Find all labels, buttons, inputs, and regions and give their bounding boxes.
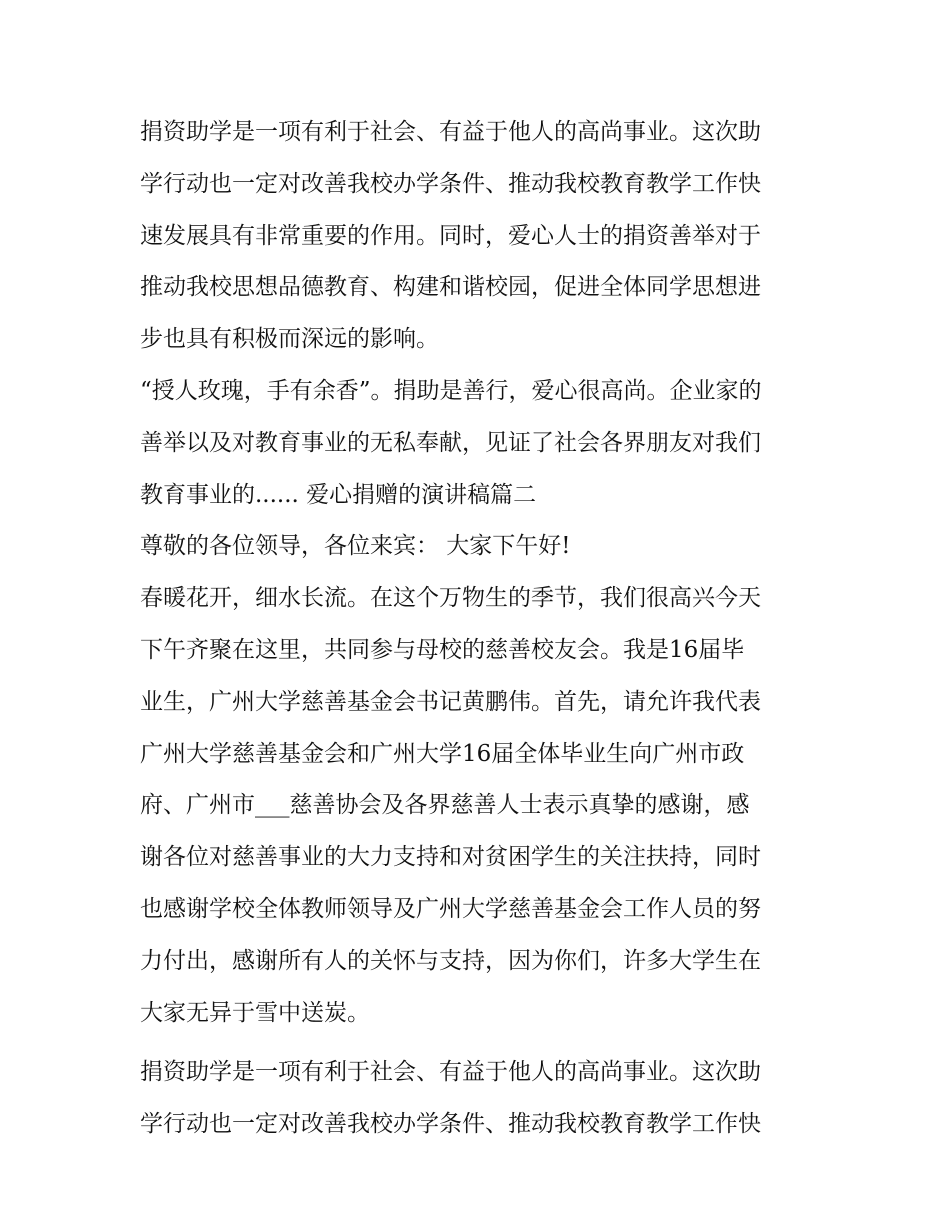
text-line: 捐资助学是一项有利于社会、有益于他人的高尚事业。这次助: [140, 119, 761, 145]
document-body: [140, 107, 820, 1151]
text-line: “授人玫瑰，手有余香”。捐助是善行，爱心很高尚。企业家的: [140, 377, 762, 404]
text-line: 速发展具有非常重要的作用。同时，爱心人士的捐资善举对于: [140, 222, 761, 249]
text-line: 教育事业的...... 爱心捐赠的演讲稿篇二: [140, 481, 537, 508]
text-line: 大家无异于雪中送炭。: [140, 999, 370, 1026]
text-line: 尊敬的各位领导，各位来宾： 大家下午好!: [140, 533, 571, 560]
text-line: 广州大学慈善基金会和广州大学16届全体毕业生向广州市政: [140, 740, 745, 767]
text-line: 力付出，感谢所有人的关怀与支持，因为你们，许多大学生在: [140, 947, 761, 974]
text-line: 步也具有积极而深远的影响。: [140, 326, 439, 353]
text-line: 谢各位对慈善事业的大力支持和对贫困学生的关注扶持，同时: [140, 844, 761, 871]
text-line: 也感谢学校全体教师领导及广州大学慈善基金会工作人员的努: [140, 895, 761, 922]
text-line: 学行动也一定对改善我校办学条件、推动我校教育教学工作快: [140, 1111, 761, 1138]
text-line: 府、广州市___慈善协会及各界慈善人士表示真挚的感谢，感: [140, 792, 750, 819]
text-line: 春暖花开，细水长流。在这个万物生的季节，我们很高兴今天: [140, 585, 761, 612]
text-line: 善举以及对教育事业的无私奉献，见证了社会各界朋友对我们: [140, 429, 761, 456]
text-line: 学行动也一定对改善我校办学条件、推动我校教育教学工作快: [140, 170, 761, 197]
text-line: 捐资助学是一项有利于社会、有益于他人的高尚事业。这次助: [140, 1059, 761, 1086]
text-line: 下午齐聚在这里，共同参与母校的慈善校友会。我是16届毕: [140, 636, 745, 663]
text-line: 业生，广州大学慈善基金会书记黄鹏伟。首先，请允许我代表: [140, 688, 761, 715]
text-line: 推动我校思想品德教育、构建和谐校园，促进全体同学思想进: [140, 274, 761, 301]
